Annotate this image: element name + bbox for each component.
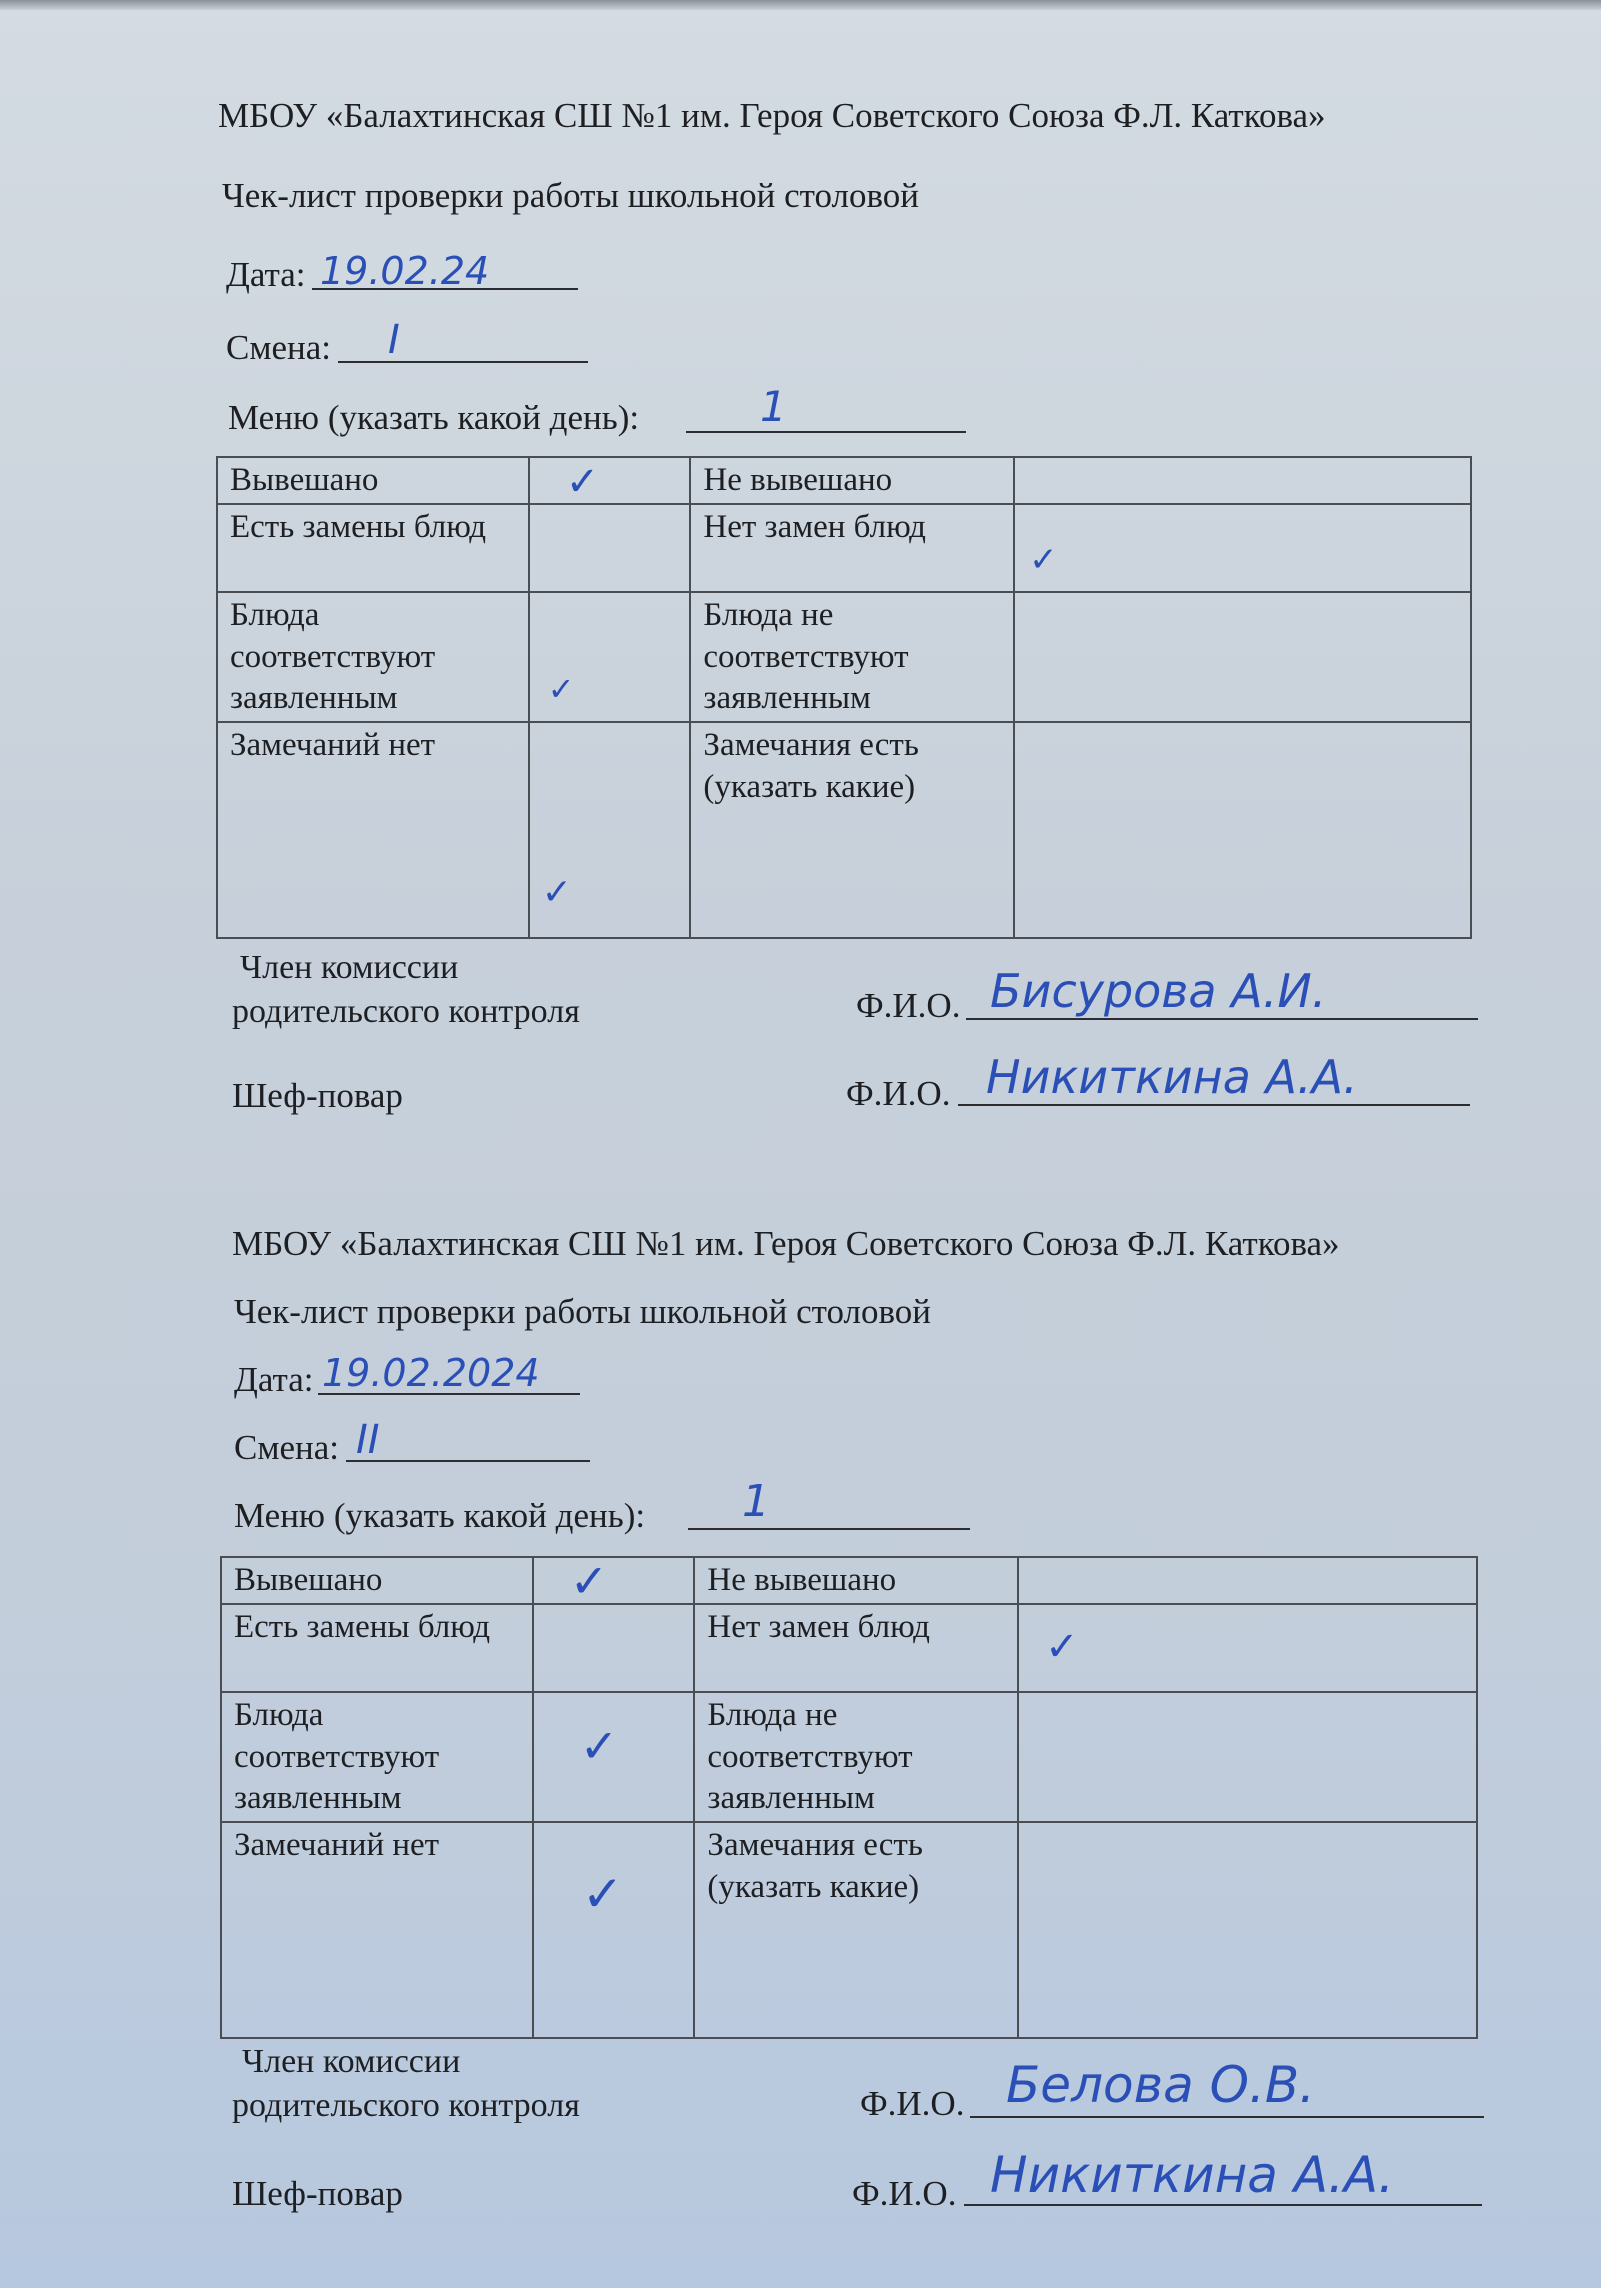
date-handwritten: 19.02.2024 [322,1351,540,1395]
cell-label: Нет замен блюд [690,504,1014,592]
cell-mark [1014,592,1471,722]
check-mark-icon: ✓ [565,459,600,505]
form-title: Чек-лист проверки работы школьной столовой [234,1292,931,1331]
check-mark-icon: ✓ [569,1554,609,1608]
checklist-table [220,1556,1478,2039]
cell-label: Замечания есть (указать какие) [690,722,1014,938]
fio-label: Ф.И.О. [852,2174,957,2213]
cell-mark [533,1822,695,2038]
date-label: Дата: [234,1360,314,1399]
form-title: Чек-лист проверки работы школьной столовой [222,176,919,215]
member-signature: Белова О.В. [1006,2056,1316,2114]
cell-label: Есть замены блюд [221,1604,533,1692]
cell-label: Не вывешано [690,457,1014,504]
cell-label: Вывешано [221,1557,533,1604]
check-mark-icon: ✓ [541,872,572,914]
chef-label: Шеф-повар [232,1076,403,1115]
cell-label: Вывешано [217,457,529,504]
shift-label: Смена: [226,328,332,367]
check-mark-icon: ✓ [579,1719,619,1774]
table-row [217,504,1471,592]
check-mark-icon: ✓ [581,1865,624,1924]
table-row [221,1557,1477,1604]
menu-handwritten: 1 [760,382,787,431]
table-row [217,592,1471,722]
checklist-form-1 [0,0,1601,1140]
member-label [232,946,580,1034]
cell-label: Блюда не соответствуют заявленным [690,592,1014,722]
member-label [232,2040,580,2128]
menu-label: Меню (указать какой день): [228,398,640,437]
cell-label: Замечания есть (указать какие) [694,1822,1018,2038]
cell-label: Есть замены блюд [217,504,529,592]
date-label: Дата: [226,255,306,294]
checklist-form-2 [0,1098,1601,2238]
shift-handwritten: I [388,317,400,363]
cell-label: Блюда не соответствуют заявленным [694,1692,1018,1822]
cell-mark [1018,1822,1477,2038]
cell-label: Блюда соответствуют заявленным [217,592,529,722]
member-signature-line [966,1018,1478,1020]
fio-label: Ф.И.О. [856,986,961,1025]
member-signature: Бисурова А.И. [990,964,1327,1018]
cell-mark [529,592,691,722]
chef-signature: Никиткина А.А. [986,1050,1358,1104]
school-name: МБОУ «Балахтинская СШ №1 им. Героя Советского Союза Ф.Л. Каткова» [232,1224,1340,1263]
cell-mark [1018,1692,1477,1822]
cell-mark [533,1692,695,1822]
table-row [217,457,1471,504]
shift-handwritten: II [356,1417,380,1463]
table-row [221,1822,1477,2038]
cell-mark [529,722,691,938]
shift-underline [338,361,588,363]
menu-handwritten: 1 [742,1476,770,1527]
menu-label: Меню (указать какой день): [234,1496,646,1535]
cell-label: Блюда соответствуют заявленным [221,1692,533,1822]
table-row [221,1604,1477,1692]
check-mark-icon: ✓ [1045,1624,1079,1671]
cell-mark [1018,1557,1477,1604]
table-row [217,722,1471,938]
member-label-line-1: Член комиссии [240,949,459,986]
cell-mark [1014,722,1471,938]
member-label-line-2: родительского контроля [232,2087,580,2125]
chef-label: Шеф-повар [232,2174,403,2213]
cell-mark [1014,457,1471,504]
cell-label: Не вывешано [694,1557,1018,1604]
cell-mark [533,1554,695,1608]
shift-underline [346,1460,590,1462]
cell-label: Замечаний нет [221,1822,533,2038]
school-name: МБОУ «Балахтинская СШ №1 им. Героя Советского Союза Ф.Л. Каткова» [218,96,1326,135]
menu-underline [688,1528,970,1530]
member-label-line-2: родительского контроля [232,993,580,1031]
member-signature-line [970,2116,1484,2118]
date-handwritten: 19.02.24 [320,249,490,293]
check-mark-icon: ✓ [1029,540,1058,581]
check-mark-icon: ✓ [547,670,575,709]
cell-mark [529,504,691,592]
cell-mark [1014,504,1471,592]
table-row [221,1692,1477,1822]
member-label-line-1: Член комиссии [242,2043,461,2080]
cell-label: Замечаний нет [217,722,529,938]
chef-signature: Никиткина А.А. [990,2146,1395,2204]
shift-label: Смена: [234,1428,340,1467]
fio-label: Ф.И.О. [860,2084,965,2123]
menu-underline [686,431,966,433]
cell-mark [529,457,691,504]
cell-label: Нет замен блюд [694,1604,1018,1692]
checklist-table [216,456,1472,939]
cell-mark [1018,1604,1477,1692]
fio-label: Ф.И.О. [846,1074,951,1113]
cell-mark [533,1604,695,1692]
chef-signature-line [964,2204,1482,2206]
